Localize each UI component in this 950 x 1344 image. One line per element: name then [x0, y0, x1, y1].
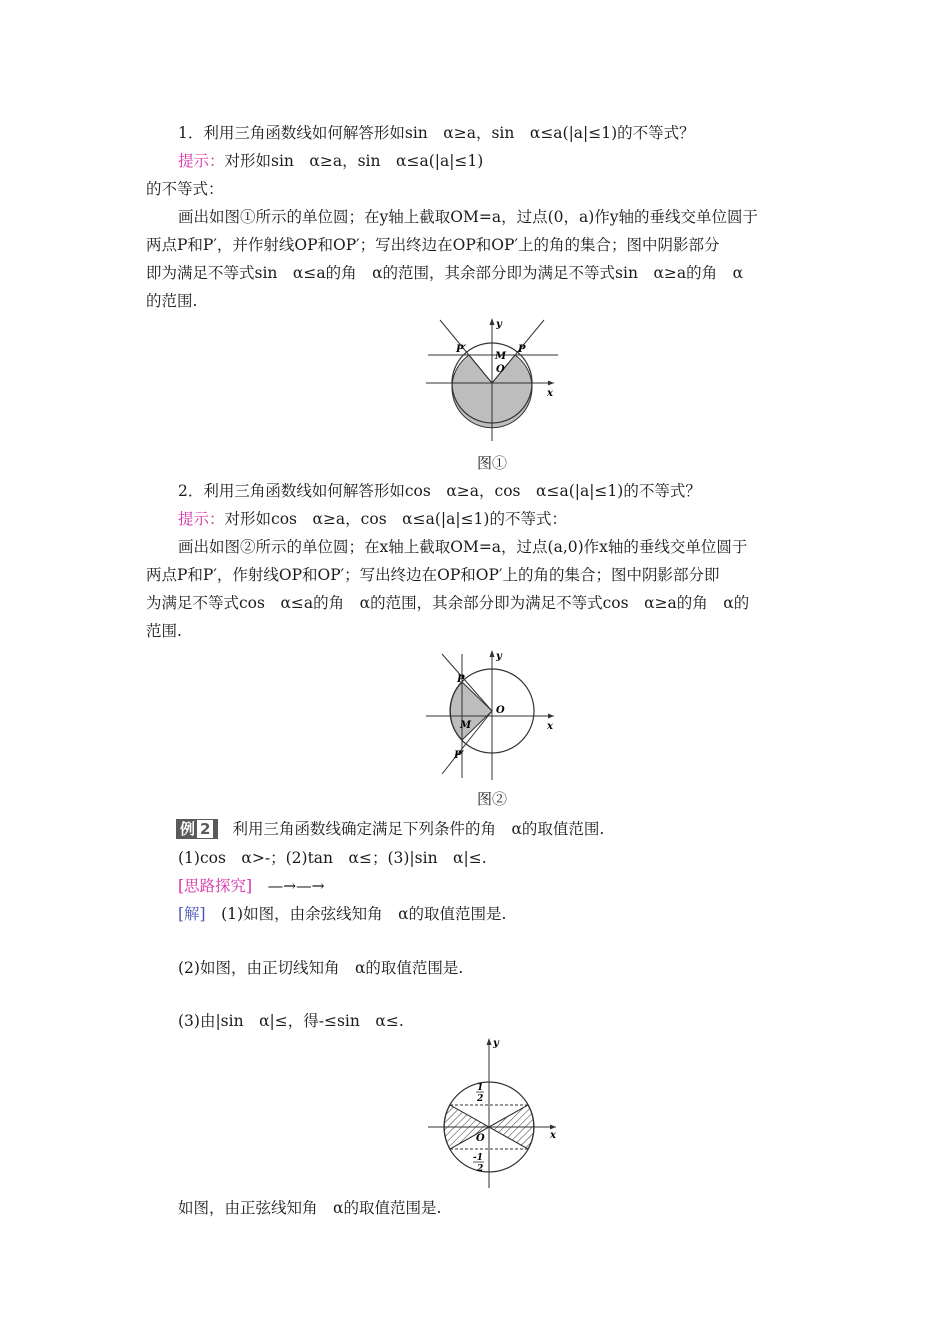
fig2-label-y: y: [496, 651, 502, 662]
fig1-label-o: O: [496, 364, 505, 375]
fig2-label-o: O: [496, 705, 505, 716]
fig2-label-x: x: [547, 721, 553, 732]
fig3-label-half-num: 1: [477, 1083, 484, 1093]
example-tag-number: 2: [197, 820, 213, 838]
figure-3-unit-circle-abs-sin: [420, 1034, 570, 1194]
fig1-label-p: P: [518, 344, 526, 355]
example-tag: [176, 819, 218, 839]
figure-2-caption: 图②: [477, 790, 508, 808]
q2-hint-label: 提示：: [178, 510, 225, 528]
figure-2-unit-circle-cos: [420, 646, 570, 786]
q1-hint-label: 提示：: [178, 152, 225, 170]
figure-1-unit-circle-sin: [420, 316, 570, 446]
q2-hint: [178, 509, 567, 529]
final-answer: 如图，由正弦线知角 α的取值范围是.: [178, 1199, 442, 1217]
q2-body-line-1: 画出如图②所示的单位圆；在x轴上截取OM=a，过点(a,0)作x轴的垂线交单位圆于: [178, 538, 748, 556]
solution-label: [解]: [178, 905, 206, 923]
fig1-label-m: M: [495, 351, 507, 362]
q1-body-line-2: 两点P和P′，并作射线OP和OP′；写出终边在OP和OP′上的角的集合；图中阴影部分: [146, 236, 720, 254]
example-tag-label: 例: [180, 820, 196, 838]
fig3-label-o: O: [476, 1133, 485, 1144]
q1-hint-text: 对形如sin α≥a，sin α≤a(|a|≤1): [224, 152, 484, 170]
q2-hint-text: 对形如cos α≥a，cos α≤a(|a|≤1)的不等式：: [224, 510, 567, 528]
solution-3: (3)由|sin α|≤，得-≤sin α≤.: [178, 1012, 404, 1030]
figure-1-caption: 图①: [477, 454, 508, 472]
q1-hint-cont: 的不等式：: [146, 180, 224, 198]
fig3-label-y: y: [493, 1038, 499, 1049]
q1-body-line-4: 的范围.: [146, 292, 198, 310]
solution-line-1: [178, 904, 506, 924]
fig1-label-x: x: [547, 388, 553, 399]
q2-body-line-2: 两点P和P′，作射线OP和OP′；写出终边在OP和OP′上的角的集合；图中阴影部分即: [146, 566, 720, 584]
fig3-label-neg-half-den: 2: [477, 1164, 484, 1174]
thinking-arrows: —→—→: [267, 877, 325, 895]
fig2-label-p: P: [457, 674, 465, 685]
q2-title: 2．利用三角函数线如何解答形如cos α≥a，cos α≤a(|a|≤1)的不等式？: [178, 482, 701, 500]
solution-2: (2)如图，由正切线知角 α的取值范围是.: [178, 959, 464, 977]
fig2-label-m: M: [460, 720, 472, 731]
example-conditions: (1)cos α>-；(2)tan α≤；(3)|sin α|≤.: [178, 849, 487, 867]
q1-title: 1．利用三角函数线如何解答形如sin α≥a，sin α≤a(|a|≤1)的不等式？: [178, 124, 695, 142]
solution-1: (1)如图，由余弦线知角 α的取值范围是.: [221, 905, 507, 923]
fig1-label-y: y: [496, 319, 502, 330]
fig3-label-half-den: 2: [477, 1094, 484, 1104]
fig2-label-p-prime: P′: [454, 750, 465, 761]
example-title: 利用三角函数线确定满足下列条件的角 α的取值范围.: [232, 820, 605, 838]
fig3-label-x: x: [550, 1130, 556, 1141]
q2-body-line-4: 范围.: [146, 622, 182, 640]
q2-body-line-3: 为满足不等式cos α≤a的角 α的范围，其余部分即为满足不等式cos α≥a的角 α的: [146, 594, 750, 612]
thinking-label: [思路探究]: [178, 877, 253, 895]
q1-body-line-1: 画出如图①所示的单位圆；在y轴上截取OM=a，过点(0，a)作y轴的垂线交单位圆于: [178, 208, 759, 226]
thinking-line: [178, 876, 325, 896]
q1-hint: [178, 151, 483, 171]
q1-body-line-3: 即为满足不等式sin α≤a的角 α的范围，其余部分即为满足不等式sin α≥a的角 α: [146, 264, 744, 282]
example-title-line: [176, 819, 604, 839]
fig1-label-p-prime: P′: [456, 344, 467, 355]
fig3-label-neg-half-num: -1: [473, 1153, 483, 1163]
